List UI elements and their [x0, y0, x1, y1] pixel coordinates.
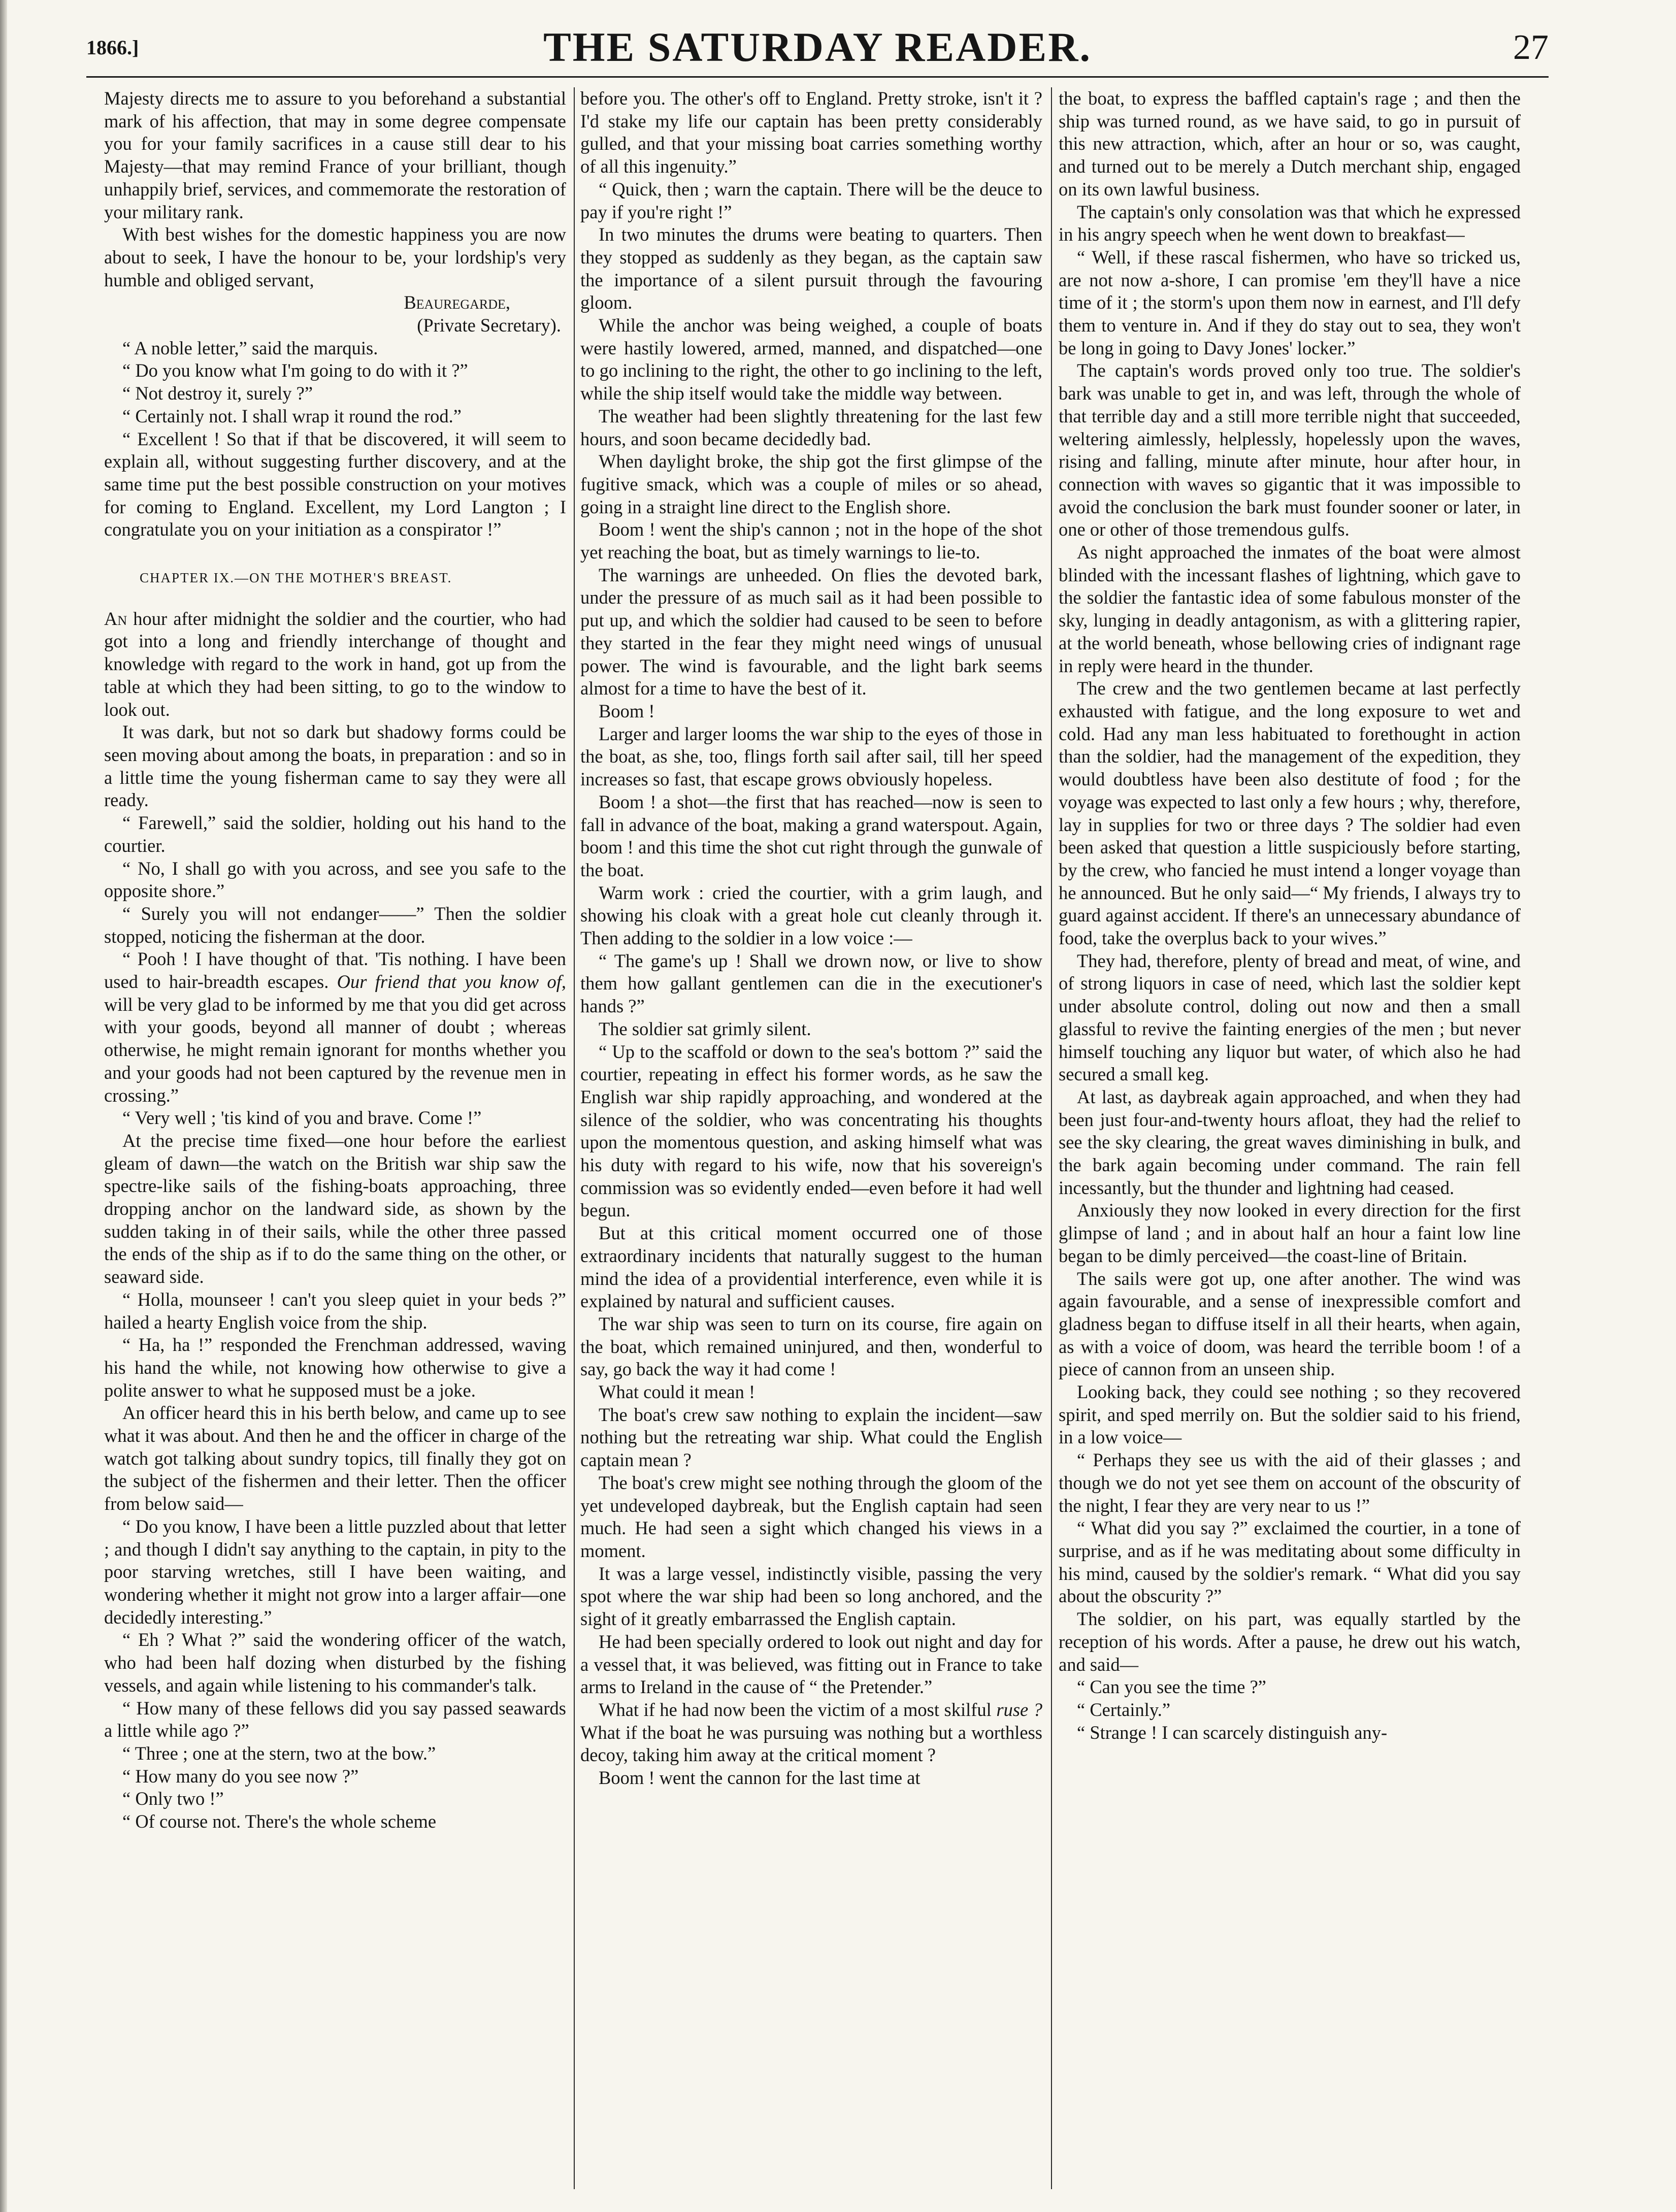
- paragraph-text: “ Pooh ! I have thought of that. 'Tis nothing. I have been used to hair-breadth escapes.: [104, 948, 566, 993]
- paragraph: When daylight broke, the ship got the first glimpse of the fugitive smack, which was a couple of miles or so ahead, going in a straight line direct to the English shore.: [580, 451, 1042, 517]
- paragraph: An officer heard this in his berth below, and came up to see what it was about. And then he and the officer in charge of the watch got talking about sundry topics, till finally they got on the subject of the fishermen and their letter. Then the officer from below said—: [104, 1402, 566, 1514]
- paragraph: They had, therefore, plenty of bread and meat, of wine, and of strong liquors in case of need, which last the soldier kept under absolute control, doling out now and then a small glassful to revive the fainting energies of the men ; but never himself touching any liquor but water, of which also he had secured a small keg.: [1059, 950, 1521, 1085]
- paragraph: The boat's crew might see nothing through the gloom of the yet undeveloped daybreak, but the English captain had seen much. He had seen a sight which changed his views in a moment.: [580, 1472, 1042, 1561]
- paragraph: “ Surely you will not endanger——” Then the soldier stopped, noticing the fisherman at the door.: [104, 903, 566, 947]
- paragraph: At the precise time fixed—one hour before the earliest gleam of dawn—the watch on the British war ship saw the spectre-like sails of the fishing-boats approaching, three dropping anchor on the landward side, as shown by the sudden taking in of their sails, while the other three passed the ends of the ship as if to do the same thing on the other, or seaward side.: [104, 1130, 566, 1287]
- paragraph: “ Eh ? What ?” said the wondering officer of the watch, who had been half dozing when disturbed by the fishing vessels, and again while listening to his commander's talk.: [104, 1629, 566, 1696]
- paragraph: before you. The other's off to England. Pretty stroke, isn't it ? I'd stake my life our captain has been pretty considerably gulled, and that your missing boat carries something worthy of all this ingenuity.”: [580, 88, 1042, 177]
- column-rule: [1051, 87, 1052, 2189]
- paragraph: “ Well, if these rascal fishermen, who have so tricked us, are not now a-shore, I can promise 'em they'll have a nice time of it ; the storm's upon them now in earnest, and I'll defy them to venture in. And if they do stay out to sea, they won't be long in going to Davy Jones' locker.”: [1059, 246, 1521, 358]
- paragraph: “ The game's up ! Shall we drown now, or live to show them how gallant gentlemen can die in the executioner's hands ?”: [580, 950, 1042, 1017]
- paragraph: “ Ha, ha !” responded the Frenchman addressed, waving his hand the while, not knowing how otherwise to give a polite answer to what he supposed must be a joke.: [104, 1334, 566, 1401]
- paragraph: “ Strange ! I can scarcely distinguish any-: [1077, 1722, 1388, 1743]
- paragraph: “ Do you know what I'm going to do with it ?”: [122, 360, 468, 381]
- paragraph: Majesty directs me to assure to you beforehand a substantial mark of his affection, that may in some degree compensate you for your family sacrifices in a cause still dear to his Majesty—that may remind France of your brilliant, though unhappily brief, services, and commemorate the restoration of your military rank.: [104, 88, 566, 222]
- paragraph: “ Can you see the time ?”: [1077, 1676, 1266, 1698]
- paragraph-text: hour after midnight the soldier and the courtier, who had got into a long and friendly interchange of thought and knowledge with regard to the work in hand, got up from the table at which they had been sitting, to go to the window to look out.: [104, 608, 566, 720]
- paragraph: While the anchor was being weighed, a couple of boats were hastily lowered, armed, manned, and dispatched—one to go inclining to the right, the other to go inclining to the left, while the ship itself would take the middle way between.: [580, 315, 1042, 404]
- paragraph: In two minutes the drums were beating to quarters. Then they stopped as suddenly as they began, as the captain saw the importance of a silent pursuit through the favouring gloom.: [580, 224, 1042, 313]
- paragraph: [580, 1699, 1042, 1767]
- text-column-1: [104, 87, 566, 2189]
- paragraph-text: What if he had now been the victim of a most skilful: [599, 1699, 997, 1720]
- paragraph: “ Not destroy it, surely ?”: [122, 383, 313, 404]
- paragraph: “ Very well ; 'tis kind of you and brave. Come !”: [122, 1107, 482, 1129]
- paragraph: With best wishes for the domestic happiness you are now about to seek, I have the honour to be, your lordship's very humble and obliged servant,: [104, 224, 566, 290]
- paragraph: It was dark, but not so dark but shadowy forms could be seen moving about among the boats, in preparation : and so in a little time the young fisherman came to say they were all ready.: [104, 721, 566, 811]
- paragraph: The soldier sat grimly silent.: [599, 1018, 811, 1039]
- chapter-heading: CHAPTER IX.—ON THE MOTHER'S BREAST.: [140, 570, 452, 586]
- page-number: 27: [1513, 28, 1549, 67]
- paragraph: The captain's only consolation was that which he expressed in his angry speech when he went down to breakfast—: [1059, 201, 1521, 245]
- paragraph: Boom ! went the cannon for the last time at: [599, 1767, 921, 1789]
- paragraph: “ How many of these fellows did you say passed seawards a little while ago ?”: [104, 1697, 566, 1741]
- signature-name: Beauregarde,: [404, 292, 510, 313]
- paragraph: “ A noble letter,” said the marquis.: [122, 337, 378, 358]
- paragraph: He had been specially ordered to look out night and day for a vessel that, it was believed, was fitting out in France to take arms to Ireland in the cause of “ the Pretender.”: [580, 1631, 1042, 1698]
- paragraph: Looking back, they could see nothing ; so they recovered spirit, and sped merrily on. But the soldier said to his friend, in a low voice—: [1059, 1381, 1521, 1448]
- paragraph: The sails were got up, one after another. The wind was again favourable, and a sense of inexpressible comfort and gladness began to diffuse itself in all their hearts, when again, as with a voice of doom, was heard the terrible boom ! of a piece of cannon from an unseen ship.: [1059, 1268, 1521, 1380]
- paragraph: Anxiously they now looked in every direction for the first glimpse of land ; and in about half an hour a faint low line began to be dimly perceived—the coast-line of Britain.: [1059, 1200, 1521, 1266]
- paragraph: “ Up to the scaffold or down to the sea's bottom ?” said the courtier, repeating in effect his former words, as he saw the English war ship rapidly approaching, and wondered at the silence of the soldier, who was concentrating his thoughts upon the momentous question, and asking himself what was his duty with regard to his wife, now that his sovereign's commission was so evidently ended—even before it had well begun.: [580, 1041, 1042, 1221]
- chapter-opening-paragraph: [104, 608, 566, 721]
- paragraph: The warnings are unheeded. On flies the devoted bark, under the pressure of as much sail as it had been possible to put up, and which the soldier had caused to be seen to before they started in the fear they might need wings of unusual power. The wind is favourable, and the light bark seems almost for a time to have the best of it.: [580, 564, 1042, 699]
- text-column-3: [1059, 87, 1521, 2189]
- signature-title: (Private Secretary).: [417, 315, 561, 336]
- paragraph-text: What if the boat he was pursuing was nothing but a worthless decoy, taking him away at the critical moment ?: [580, 1722, 1042, 1766]
- paragraph: At last, as daybreak again approached, and when they had been just four-and-twenty hours afloat, they had the relief to see the sky clearing, the great waves diminishing in bulk, and the bark again becoming under command. The rain fell incessantly, but the thunder and lightning had ceased.: [1059, 1086, 1521, 1198]
- paragraph: The boat's crew saw nothing to explain the incident—saw nothing but the retreating war ship. What could the English captain mean ?: [580, 1404, 1042, 1471]
- paragraph: “ Farewell,” said the soldier, holding out his hand to the courtier.: [104, 812, 566, 856]
- paragraph: “ Excellent ! So that if that be discovered, it will seem to explain all, without suggesting further discovery, and at the same time put the best possible construction on your motives for coming to England. Excellent, my Lord Langton ; I congratulate you on your initiation as a conspirator !”: [104, 428, 566, 540]
- paragraph: Boom !: [599, 700, 655, 721]
- paragraph: The war ship was seen to turn on its course, fire again on the boat, which remained uninjured, and then, wonderful to say, go back the way it had come !: [580, 1313, 1042, 1380]
- paragraph: “ Do you know, I have been a little puzzled about that letter ; and though I didn't say anything to the captain, in pity to the poor starving wretches, still I have been waiting, and wondering whether it might not grow into a larger affair—one decidedly interesting.”: [104, 1515, 566, 1628]
- paragraph-text: will be very glad to be informed by me that you did get across with your goods, beyond all manner of doubt ; whereas otherwise, he might remain ignorant for months whether you and your goods had not been captured by the revenue men in crossing.”: [104, 994, 566, 1106]
- paragraph: “ No, I shall go with you across, and see you safe to the opposite shore.”: [104, 857, 566, 902]
- paragraph: As night approached the inmates of the boat were almost blinded with the incessant flashes of lightning, which gave to the soldier the fantastic idea of some fabulous monster of the sky, lunging in deadly antagonism, as with a glittering rapier, at the world beneath, whose bellowing cries of indignant rage in reply were heard in the thunder.: [1059, 542, 1521, 676]
- paragraph: Larger and larger looms the war ship to the eyes of those in the boat, as she, too, flings forth sail after sail, till her speed increases so fast, that escape grows obviously hopeless.: [580, 723, 1042, 790]
- paragraph: But at this critical moment occurred one of those extraordinary incidents that naturally suggest to the human mind the idea of a providential interference, even while it is explained by natural and sufficient causes.: [580, 1223, 1042, 1312]
- paragraph: What could it mean !: [599, 1381, 755, 1403]
- paragraph: [104, 948, 566, 1107]
- opening-word: An: [104, 608, 127, 629]
- column-rule: [574, 87, 575, 2189]
- paragraph: It was a large vessel, indistinctly visible, passing the very spot where the war ship had been so long anchored, and the sight of it greatly embarrassed the English captain.: [580, 1563, 1042, 1630]
- paragraph: “ Quick, then ; warn the captain. There will be the deuce to pay if you're right !”: [580, 178, 1042, 222]
- paragraph: Warm work : cried the courtier, with a grim laugh, and showing his cloak with a great hole cut cleanly through it. Then adding to the soldier in a low voice :—: [580, 882, 1042, 949]
- paragraph: “ Only two !”: [122, 1788, 224, 1809]
- paragraph: The weather had been slightly threatening for the last few hours, and soon became decidedly bad.: [580, 405, 1042, 449]
- paragraph: The captain's words proved only too true. The soldier's bark was unable to get in, and was left, through the whole of that terrible day and a still more terrible night that succeeded, weltering aimlessly, helplessly, hopelessly upon the waves, rising and falling, minute after minute, hour after hour, in connection with waves so gigantic that it was impossible to avoid the conclusion the bark must founder sooner or later, in one or other of those tremendous gulfs.: [1059, 360, 1521, 540]
- paragraph: “ What did you say ?” exclaimed the courtier, in a tone of surprise, and as if he was meditating about some difficulty in his mind, caused by the soldier's remark. “ What did you say about the obscurity ?”: [1059, 1517, 1521, 1607]
- paragraph: Boom ! a shot—the first that has reached—now is seen to fall in advance of the boat, making a grand waterspout. Again, boom ! and this time the shot cut right through the gunwale of the boat.: [580, 791, 1042, 880]
- issue-year: 1866.]: [86, 36, 139, 59]
- paragraph: “ Holla, mounseer ! can't you sleep quiet in your beds ?” hailed a hearty English voice from the ship.: [104, 1289, 566, 1333]
- paragraph: The crew and the two gentlemen became at last perfectly exhausted with fatigue, and the long exposure to wet and cold. Had any man less habituated to forethought in action than the soldier, had the management of the expedition, they would doubtless have been also destitute of food ; for the voyage was expected to last only a few hours ; why, therefore, lay in supplies for two or three days ? The soldier had even been asked that question a little suspiciously before starting, by the crew, who fancied he must intend a longer voyage than he announced. But he only said—“ My friends, I always try to guard against accident. If there's an unnecessary abundance of food, take the overplus back to your wives.”: [1059, 678, 1521, 949]
- paragraph: The soldier, on his part, was equally startled by the reception of his words. After a pause, he drew out his watch, and said—: [1059, 1608, 1521, 1675]
- paragraph: “ Certainly not. I shall wrap it round the rod.”: [122, 405, 462, 426]
- text-column-2: [580, 87, 1042, 2189]
- paragraph: “ Perhaps they see us with the aid of their glasses ; and though we do not yet see them on account of the obscurity of the night, I fear they are very near to us !”: [1059, 1449, 1521, 1516]
- paragraph: “ Three ; one at the stern, two at the bow.”: [122, 1742, 436, 1764]
- page-binding-edge: [0, 0, 7, 2212]
- paragraph: Boom ! went the ship's cannon ; not in the hope of the shot yet reaching the boat, but as timely warnings to lie-to.: [580, 519, 1042, 563]
- paragraph: “ Of course not. There's the whole scheme: [122, 1811, 437, 1832]
- italic-text: Our friend that you know of,: [337, 971, 566, 993]
- masthead: [86, 20, 1549, 78]
- italic-text: ruse ?: [996, 1699, 1042, 1720]
- paragraph: “ How many do you see now ?”: [122, 1765, 359, 1787]
- paragraph: “ Certainly.”: [1077, 1699, 1171, 1720]
- publication-title: THE SATURDAY READER.: [543, 24, 1092, 70]
- paragraph: the boat, to express the baffled captain's rage ; and then the ship was turned round, as we have said, to go in pursuit of this new attraction, which, after an hour or so, was caught, and turned out to be merely a Dutch merchant ship, engaged on its own lawful business.: [1059, 88, 1521, 200]
